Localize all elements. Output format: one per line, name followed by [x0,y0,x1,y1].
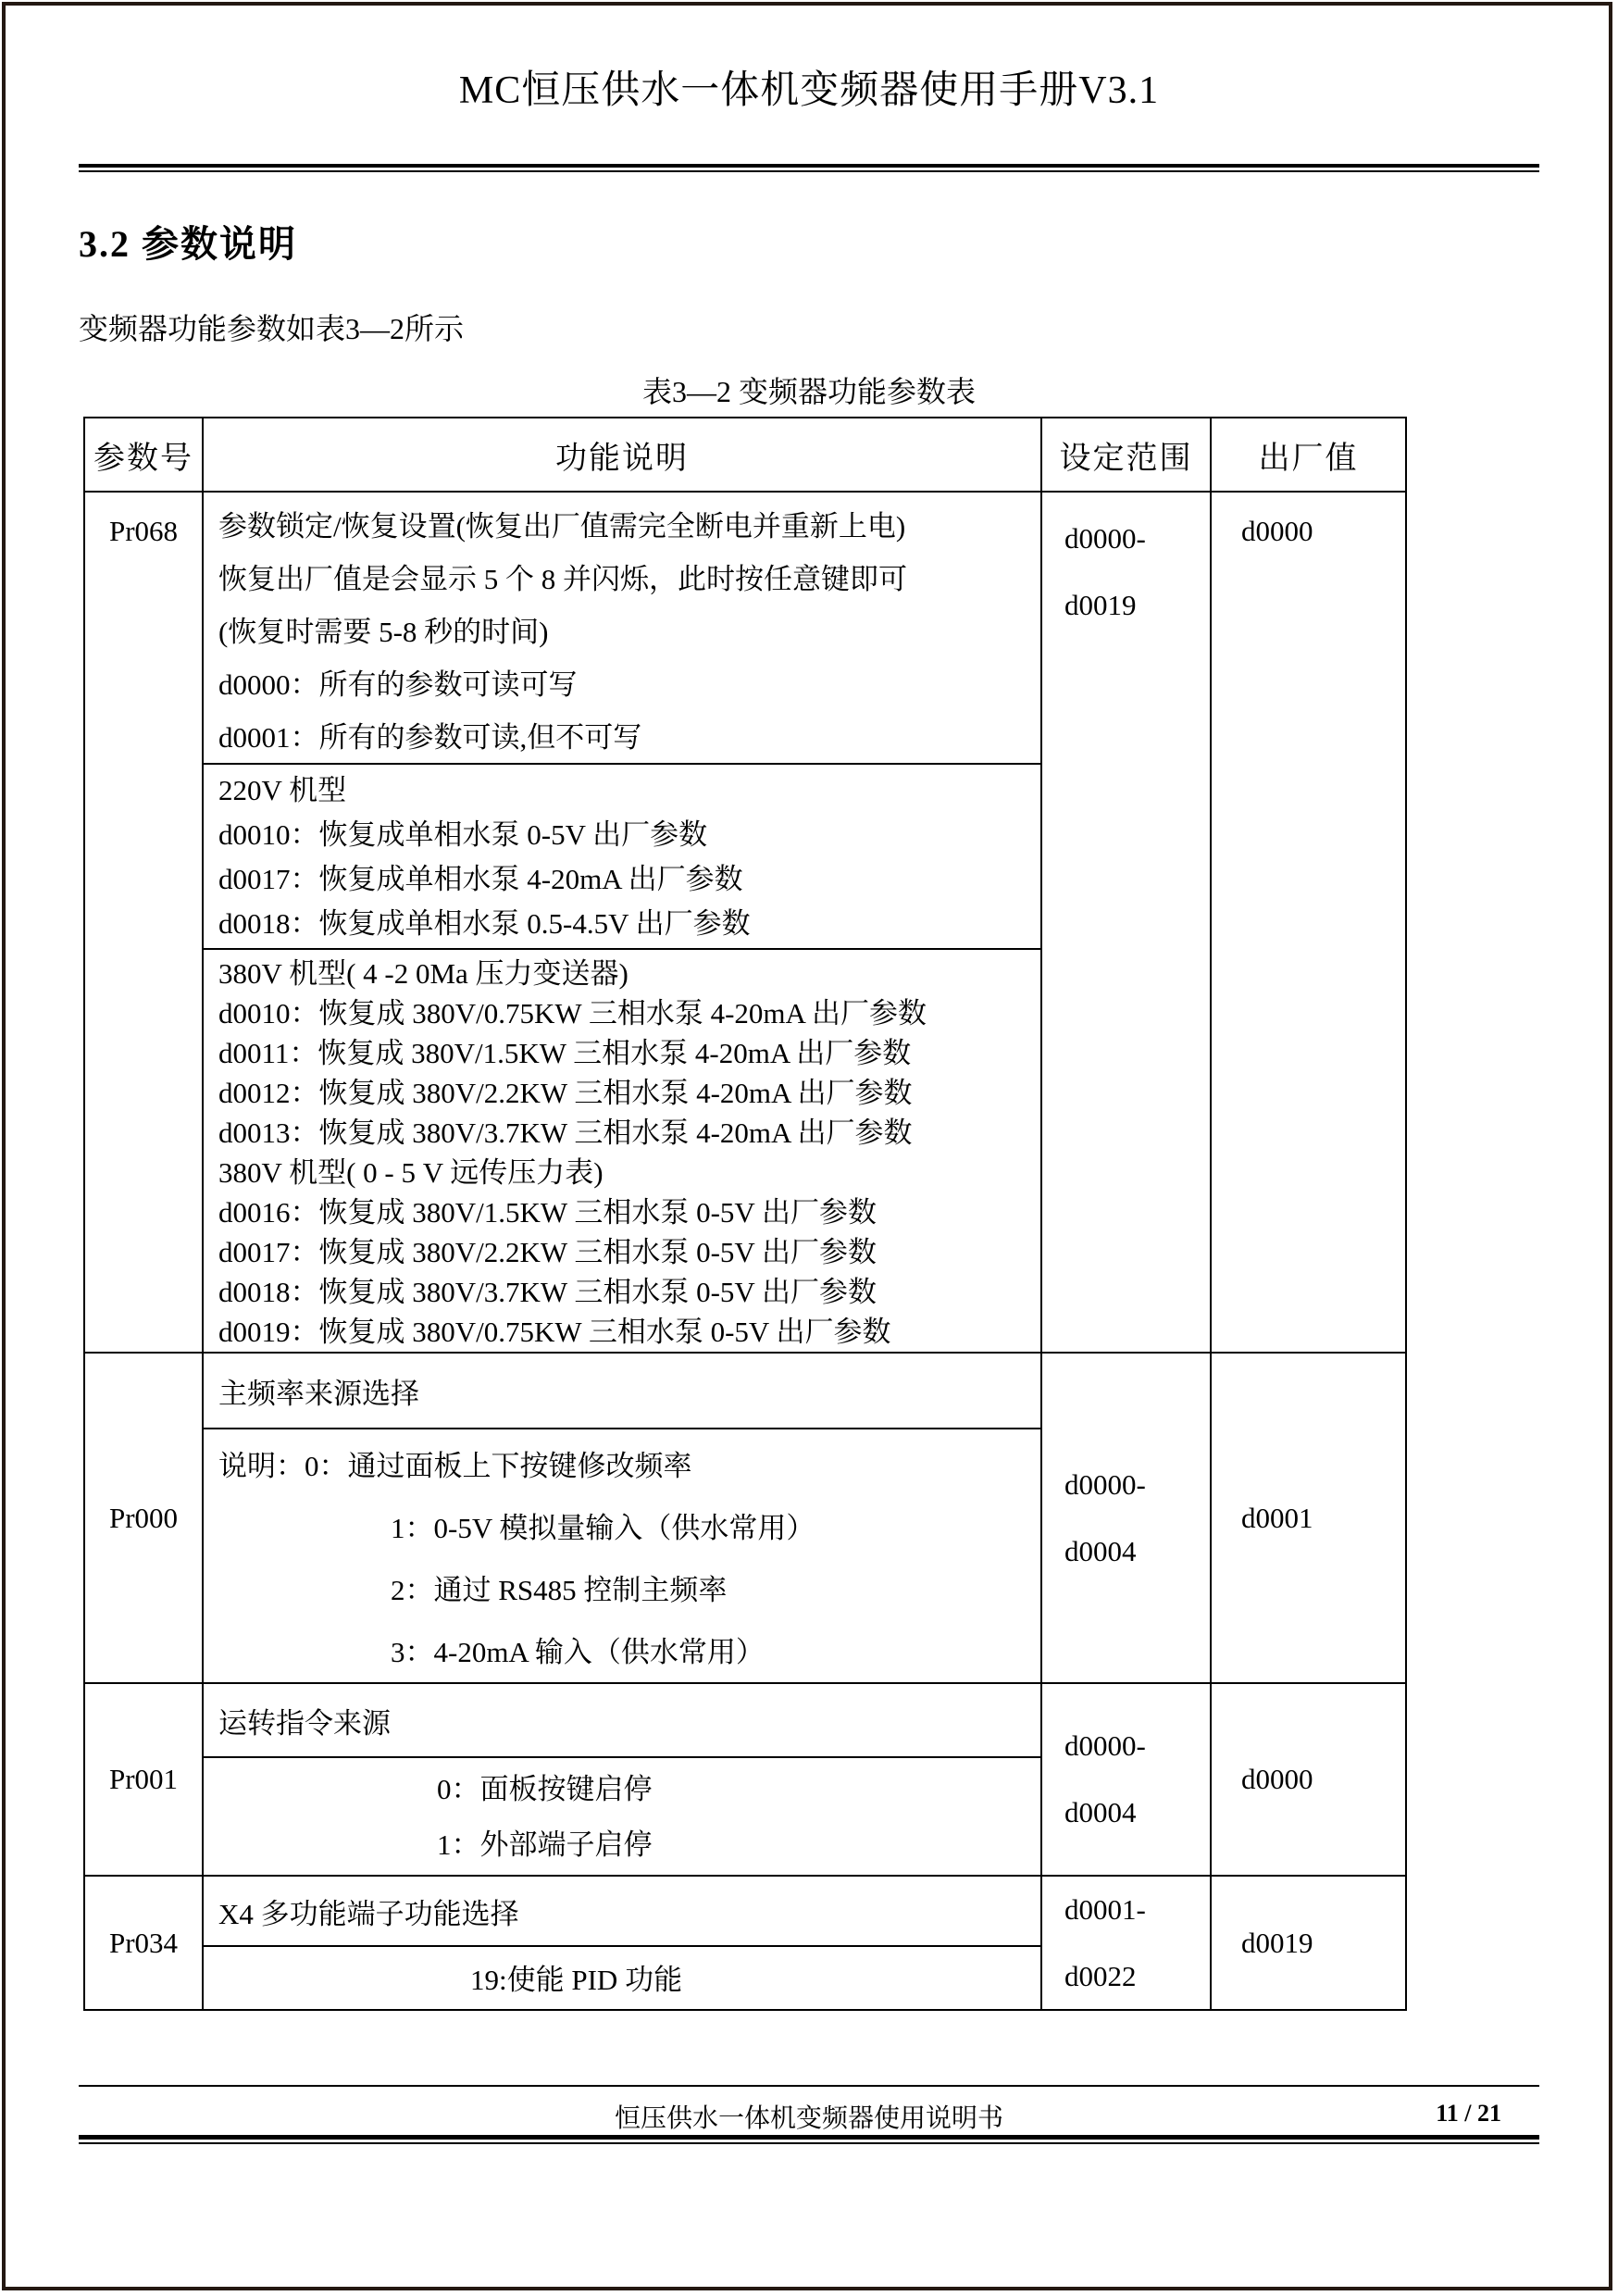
desc-line: d0019：恢复成 380V/0.75KW 三相水泵 0-5V 出厂参数 [218,1316,891,1348]
desc-line: d0013：恢复成 380V/3.7KW 三相水泵 4-20mA 出厂参数 [218,1117,913,1149]
description-cell [204,1684,1042,1875]
param-id: Pr001 [85,1684,204,1875]
desc-line: d0010：恢复成 380V/0.75KW 三相水泵 4-20mA 出厂参数 [218,997,927,1029]
table-header-row [85,418,1405,493]
description-block-380v [204,948,1040,1350]
desc-line: d0010：恢复成单相水泵 0-5V 出厂参数 [218,818,708,851]
param-id: Pr000 [85,1354,204,1682]
desc-line: d0017：恢复成 380V/2.2KW 三相水泵 0-5V 出厂参数 [218,1236,877,1268]
description-title [204,1354,1040,1428]
description-cell [204,493,1042,1352]
section-title: 3.2 参数说明 [79,223,297,265]
desc-line: 说明：0：通过面板上下按键修改频率 [218,1450,692,1482]
table-row-pr068 [85,493,1405,1354]
table-header-description: 功能说明 [204,418,1042,491]
desc-line: 380V 机型( 4 -2 0Ma 压力变送器) [218,957,629,990]
range-value: d0004 [1064,1796,1137,1828]
desc-line: 19:使能 PID 功能 [470,1964,683,1996]
table-row-pr000 [85,1354,1405,1684]
desc-line: d0018：恢复成 380V/3.7KW 三相水泵 0-5V 出厂参数 [218,1276,877,1308]
desc-line: X4 多功能端子功能选择 [218,1897,519,1930]
description-options [204,1945,1040,2007]
desc-line: d0001：所有的参数可读,但不可写 [218,721,642,754]
table-row-pr001 [85,1684,1405,1877]
document-header-title: MC恒压供水一体机变频器使用手册V3.1 [458,69,1160,112]
range-value: d0000- [1064,1729,1146,1762]
range-value: d0022 [1064,1959,1137,1992]
range-cell [1042,1877,1212,2009]
range-cell [1042,1684,1212,1875]
desc-line: 主频率来源选择 [218,1377,419,1410]
table-header-range: 设定范围 [1042,418,1212,491]
description-options [204,1428,1040,1682]
desc-line: 380V 机型( 0 - 5 V 远传压力表) [218,1156,604,1189]
factory-value [1212,1354,1405,1682]
factory-value [1212,1877,1405,2009]
desc-line: 3：4-20mA 输入（供水常用） [391,1636,765,1668]
description-title [204,1877,1040,1945]
desc-line: d0017：恢复成单相水泵 4-20mA 出厂参数 [218,863,743,895]
param-id: Pr034 [85,1877,204,2009]
footer-double-rule [79,2135,1539,2144]
description-block-220v [204,763,1040,948]
desc-line: 1：0-5V 模拟量输入（供水常用） [391,1512,815,1544]
footer-text: 恒压供水一体机变频器使用说明书 [614,2104,1003,2133]
table-row-pr034 [85,1877,1405,2009]
desc-line: d0012：恢复成 380V/2.2KW 三相水泵 4-20mA 出厂参数 [218,1077,913,1109]
description-cell [204,1354,1042,1682]
range-value: d0019 [1064,589,1137,621]
description-options [204,1756,1040,1875]
desc-line: 2：通过 RS485 控制主频率 [391,1574,728,1606]
desc-line: d0016：恢复成 380V/1.5KW 三相水泵 0-5V 出厂参数 [218,1196,877,1229]
description-cell [204,1877,1042,2009]
desc-line: 1：外部端子启停 [437,1828,653,1861]
desc-line: (恢复时需要 5-8 秒的时间) [218,616,549,648]
range-value: d0000- [1064,1467,1146,1501]
param-id: Pr068 [85,493,204,1352]
parameter-table [83,417,1407,2011]
description-title [204,1684,1040,1756]
description-block-general [204,493,1040,763]
range-value: d0001- [1064,1892,1146,1926]
desc-line: d0018：恢复成单相水泵 0.5-4.5V 出厂参数 [218,907,751,940]
table-header-factory: 出厂值 [1258,441,1359,476]
desc-line: d0000：所有的参数可读可写 [218,668,578,701]
factory-value [1212,1684,1405,1875]
intro-text: 变频器功能参数如表3—2所示 [79,312,465,345]
desc-line: 参数锁定/恢复设置(恢复出厂值需完全断电并重新上电) [218,510,906,543]
range-value: d0004 [1064,1534,1137,1567]
factory-text: d0001 [1241,1501,1313,1534]
header-double-rule [79,164,1539,172]
factory-text: d0019 [1241,1926,1313,1959]
range-cell [1042,1354,1212,1682]
desc-line: 恢复出厂值是会显示 5 个 8 并闪烁，此时按任意键即可 [218,563,907,595]
footer-top-rule [79,2085,1539,2087]
factory-text: d0000 [1241,1763,1313,1795]
desc-line: 0：面板按键启停 [437,1773,653,1805]
desc-line: 220V 机型 [218,774,347,806]
factory-value: d0000 [1241,515,1313,547]
desc-line: 运转指令来源 [218,1706,391,1740]
table-header-param: 参数号 [85,418,204,491]
table-caption: 表3—2 变频器功能参数表 [641,375,976,408]
range-cell [1042,493,1212,1352]
range-value: d0000- [1064,522,1146,555]
desc-line: d0011：恢复成 380V/1.5KW 三相水泵 4-20mA 出厂参数 [218,1037,912,1069]
page-number: 11 / 21 [1436,2100,1501,2127]
